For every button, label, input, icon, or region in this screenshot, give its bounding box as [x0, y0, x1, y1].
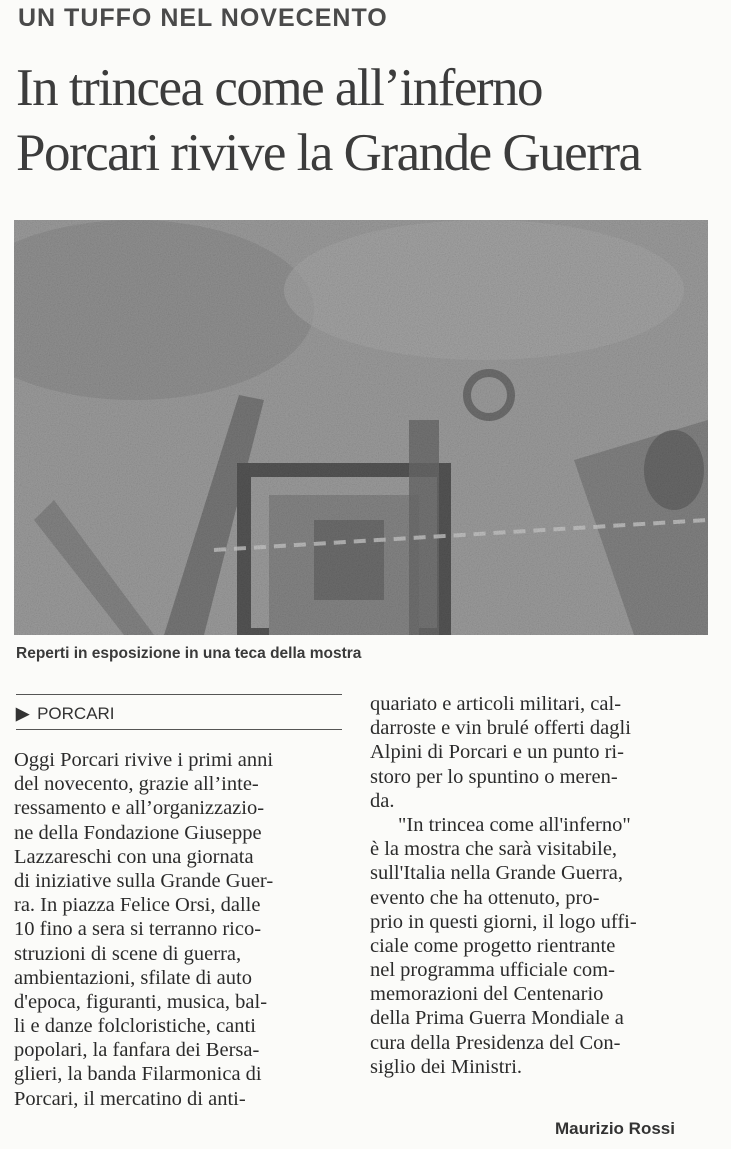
- dateline-top-rule: [16, 694, 342, 695]
- body-line: ra. In piazza Felice Orsi, dalle: [14, 894, 261, 917]
- dateline-place: PORCARI: [37, 704, 115, 723]
- body-line: siglio dei Ministri.: [370, 1055, 523, 1078]
- body-line: ne della Fondazione Giuseppe: [14, 821, 262, 844]
- body-line: sull'Italia nella Grande Guerra,: [370, 862, 623, 885]
- dateline-bottom-rule: [16, 729, 342, 730]
- body-line: "In trincea come all'inferno": [398, 813, 631, 836]
- body-line: struzioni di scene di guerra,: [14, 942, 242, 965]
- headline-line-1: In trincea come all’inferno: [16, 59, 543, 117]
- section-kicker: UN TUFFO NEL NOVECENTO: [18, 4, 388, 32]
- body-line: quariato e articoli militari, cal-: [370, 693, 622, 715]
- article-column-2: [370, 692, 712, 1079]
- body-line: ressamento e all’organizzazio-: [14, 797, 265, 820]
- body-line: evento che ha ottenuto, pro-: [370, 886, 600, 909]
- body-line: ambientazioni, sfilate di auto: [14, 966, 252, 989]
- dateline-marker-icon: ▶: [16, 704, 30, 723]
- body-line: Oggi Porcari rivive i primi anni: [14, 749, 274, 771]
- display-case-photo: [14, 220, 708, 635]
- body-line: li e danze folcloristiche, canti: [14, 1015, 256, 1038]
- body-line: cura della Presidenza del Con-: [370, 1031, 621, 1054]
- body-line: prio in questi giorni, il logo uffi-: [370, 910, 637, 933]
- article-photo: [14, 220, 708, 635]
- body-line: della Prima Guerra Mondiale a: [370, 1007, 624, 1030]
- body-line: memorazioni del Centenario: [370, 983, 604, 1006]
- body-line: storo per lo spuntino o meren-: [370, 765, 618, 788]
- body-line: popolari, la fanfara dei Bersa-: [14, 1039, 260, 1062]
- body-line: Alpini di Porcari e un punto ri-: [370, 741, 624, 764]
- dateline: [16, 704, 115, 724]
- photo-caption: Reperti in esposizione in una teca della mostra: [16, 645, 362, 662]
- body-line: Porcari, il mercatino di anti-: [14, 1087, 246, 1110]
- article-column-1: [14, 748, 344, 1111]
- body-line: Lazzareschi con una giornata: [14, 845, 254, 868]
- body-line: da.: [370, 789, 395, 812]
- author-byline: Maurizio Rossi: [555, 1119, 675, 1138]
- headline-line-2: Porcari rivive la Grande Guerra: [16, 124, 641, 182]
- body-line: di iniziative sulla Grande Guer-: [14, 869, 274, 892]
- body-line: d'epoca, figuranti, musica, bal-: [14, 990, 268, 1013]
- body-line: del novecento, grazie all’inte-: [14, 773, 259, 796]
- body-line: ciale come progetto rientrante: [370, 934, 616, 957]
- body-line: glieri, la banda Filarmonica di: [14, 1063, 262, 1086]
- body-line: nel programma ufficiale com-: [370, 959, 615, 982]
- body-line: è la mostra che sarà visitabile,: [370, 838, 618, 861]
- body-line: 10 fino a sera si terranno rico-: [14, 918, 262, 941]
- body-line: darroste e vin brulé offerti dagli: [370, 717, 631, 740]
